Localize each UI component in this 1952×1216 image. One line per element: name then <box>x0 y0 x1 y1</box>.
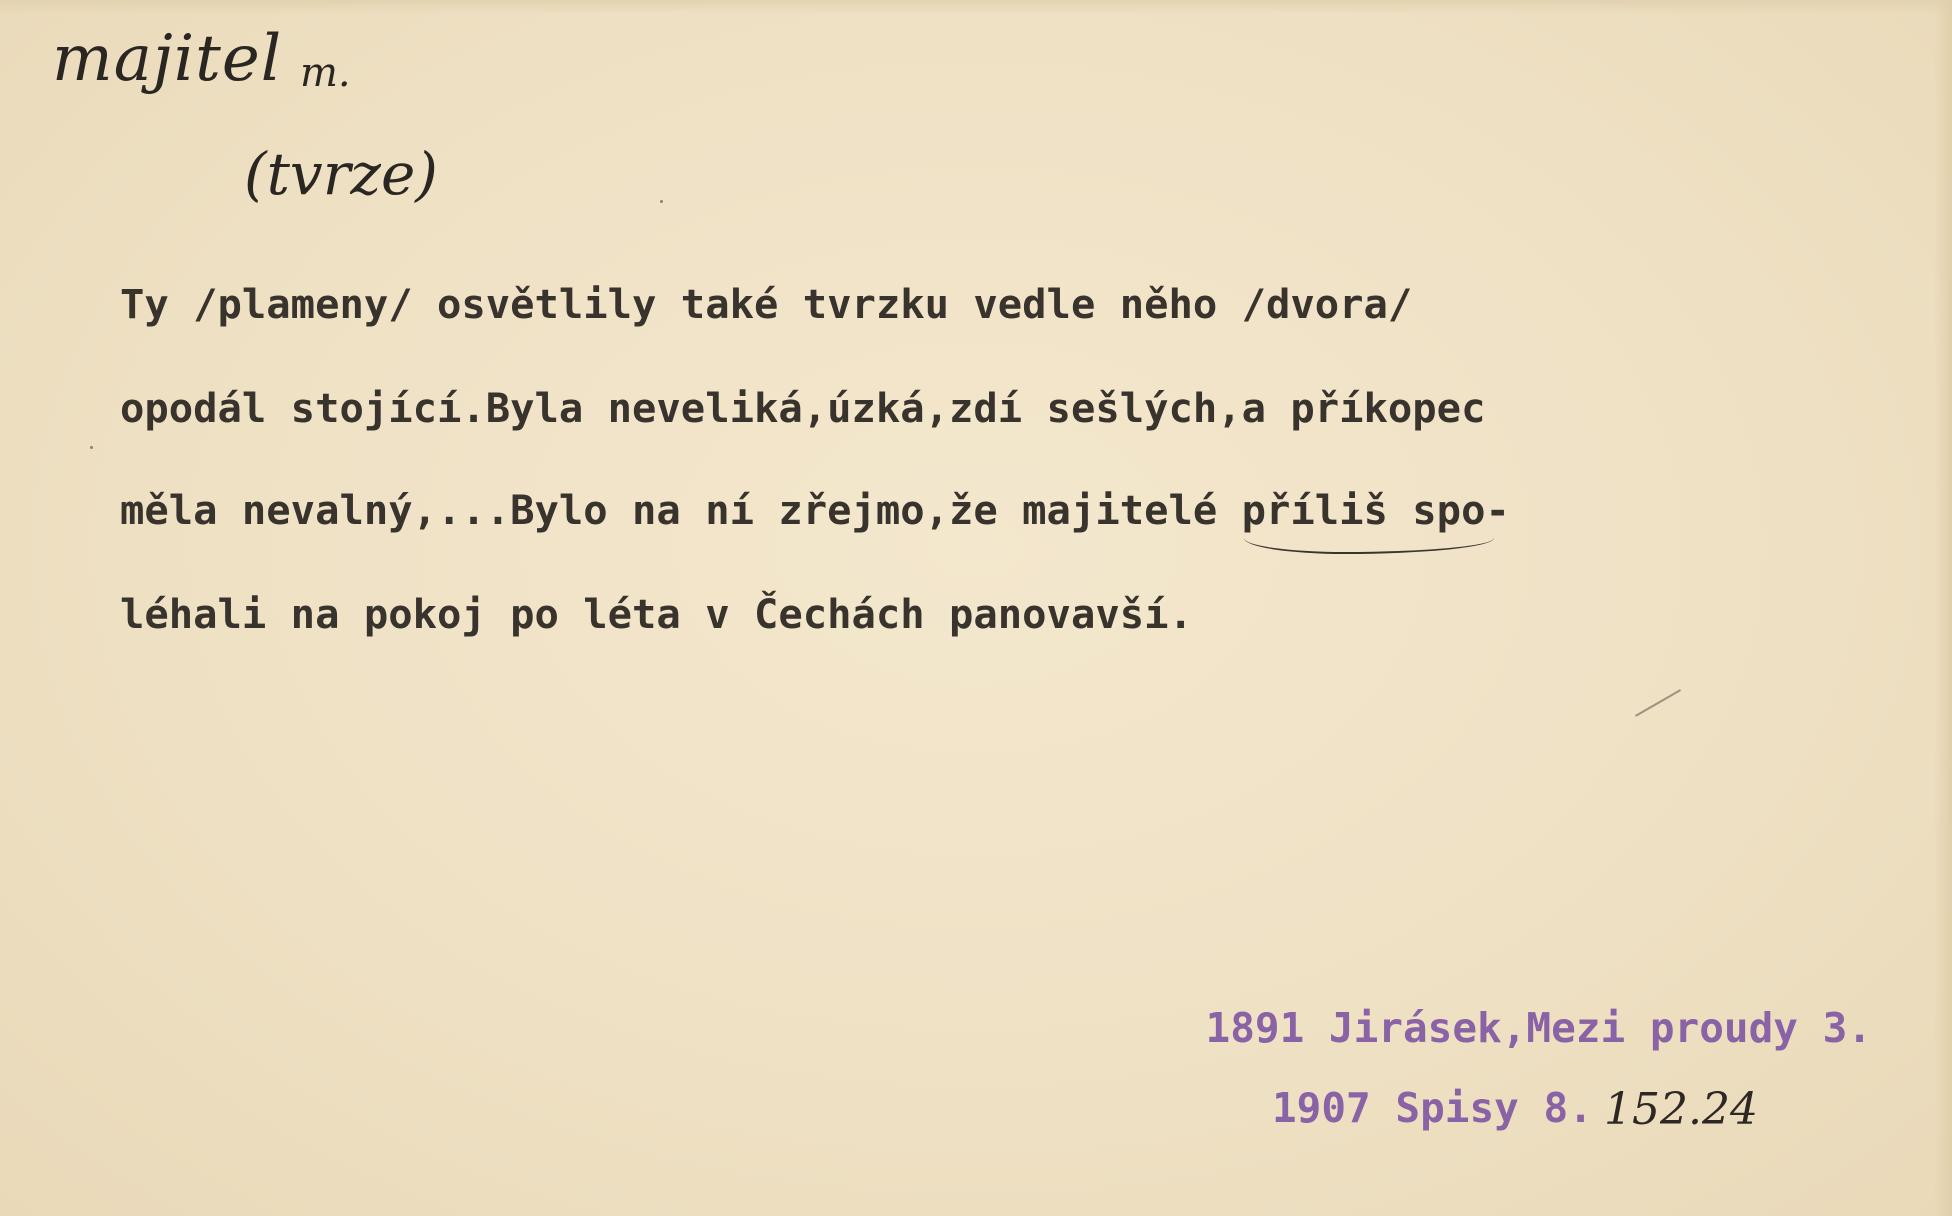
citation-line-4: léhali na pokoj po léta v Čechách panovavší. <box>120 590 1193 638</box>
speck <box>90 446 93 449</box>
source-stamp-line-1: 1891 Jirásek,Mezi proudy 3. <box>1205 1004 1872 1052</box>
source-stamp-line-2: 1907 Spisy 8. <box>1272 1084 1593 1132</box>
card-right-edge <box>1934 0 1952 1216</box>
headword: majitel <box>52 22 283 96</box>
pencil-mark <box>1635 689 1681 717</box>
qualifier-note: (tvrze) <box>244 140 438 208</box>
citation-line-3: měla nevalný,...Bylo na ní zřejmo,že majitelé příliš spo- <box>120 486 1510 534</box>
grammar-label: m. <box>300 50 351 96</box>
handwritten-underline <box>1244 538 1494 554</box>
page-reference-handwritten: 152.24 <box>1604 1084 1758 1135</box>
citation-line-2: opodál stojící.Byla neveliká,úzká,zdí sešlých,a příkopec <box>120 384 1486 432</box>
speck <box>660 200 663 203</box>
citation-line-1: Ty /plameny/ osvětlily také tvrzku vedle něho /dvora/ <box>120 280 1413 328</box>
card-top-edge <box>0 0 1952 14</box>
